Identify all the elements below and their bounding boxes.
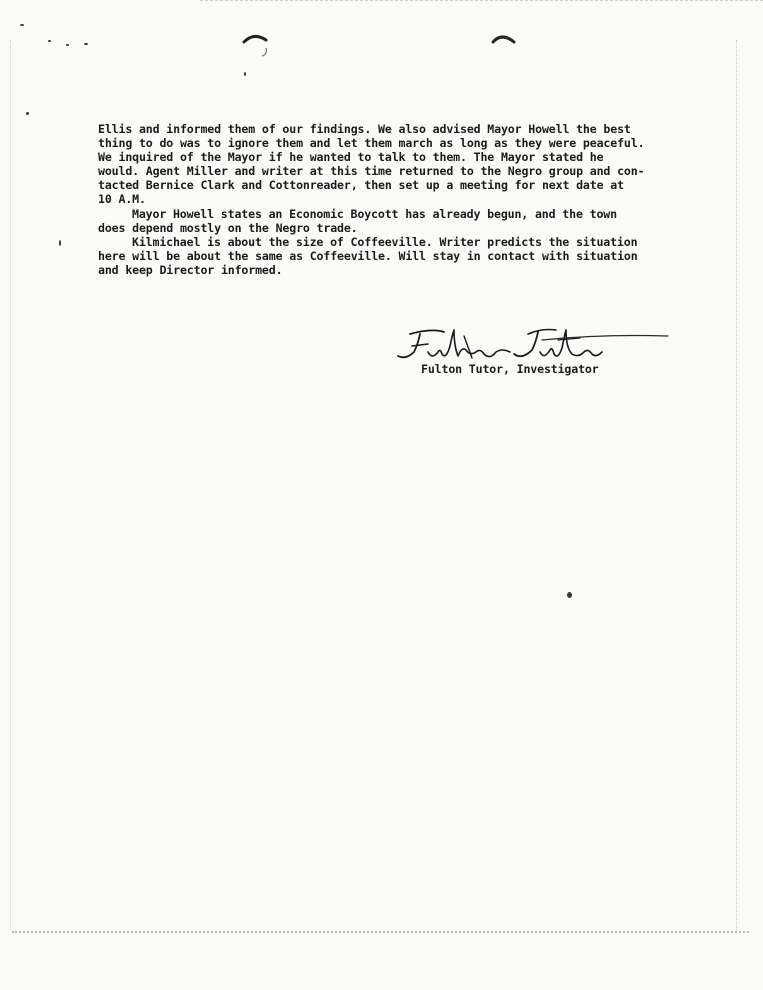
signer-name-title: Fulton Tutor, Investigator xyxy=(421,362,599,376)
scan-speck xyxy=(20,24,24,26)
bottom-scan-line xyxy=(12,931,749,936)
paragraph-2-line: does depend mostly on the Negro trade. xyxy=(98,220,358,235)
scan-speck xyxy=(59,240,61,246)
right-punch-mark xyxy=(490,32,520,52)
right-edge-dots xyxy=(735,40,737,930)
paragraph-1-line: We inquired of the Mayor if he wanted to talk to them. The Mayor stated he xyxy=(98,150,604,165)
paragraph-1-line: 10 A.M. xyxy=(98,192,146,207)
scan-speck xyxy=(48,40,51,42)
scan-speck xyxy=(244,72,246,76)
left-edge-dots xyxy=(10,40,12,930)
paragraph-3-line: and keep Director informed. xyxy=(98,262,283,277)
paragraph-2-line: Mayor Howell states an Economic Boycott has already begun, and the town xyxy=(132,206,617,221)
paragraph-3-line: here will be about the same as Coffeeville. Will stay in contact with situation xyxy=(98,248,638,263)
left-punch-mark xyxy=(240,32,280,62)
letter-body xyxy=(98,122,678,277)
paragraph-1-line: thing to do was to ignore them and let them march as long as they were peaceful. xyxy=(98,136,645,151)
scan-speck xyxy=(84,43,88,45)
paragraph-1-line: would. Agent Miller and writer at this time returned to the Negro group and con- xyxy=(98,164,645,179)
scan-speck xyxy=(26,112,29,115)
paragraph-1-line: tacted Bernice Clark and Cottonreader, then set up a meeting for next date at xyxy=(98,178,624,193)
scan-speck xyxy=(567,592,572,598)
top-edge-dashes xyxy=(200,0,763,3)
paragraph-3-line: Kilmichael is about the size of Coffeeville. Writer predicts the situation xyxy=(132,234,638,249)
paragraph-1-line: Ellis and informed them of our findings. We also advised Mayor Howell the best xyxy=(98,122,631,136)
scan-speck xyxy=(66,44,69,46)
